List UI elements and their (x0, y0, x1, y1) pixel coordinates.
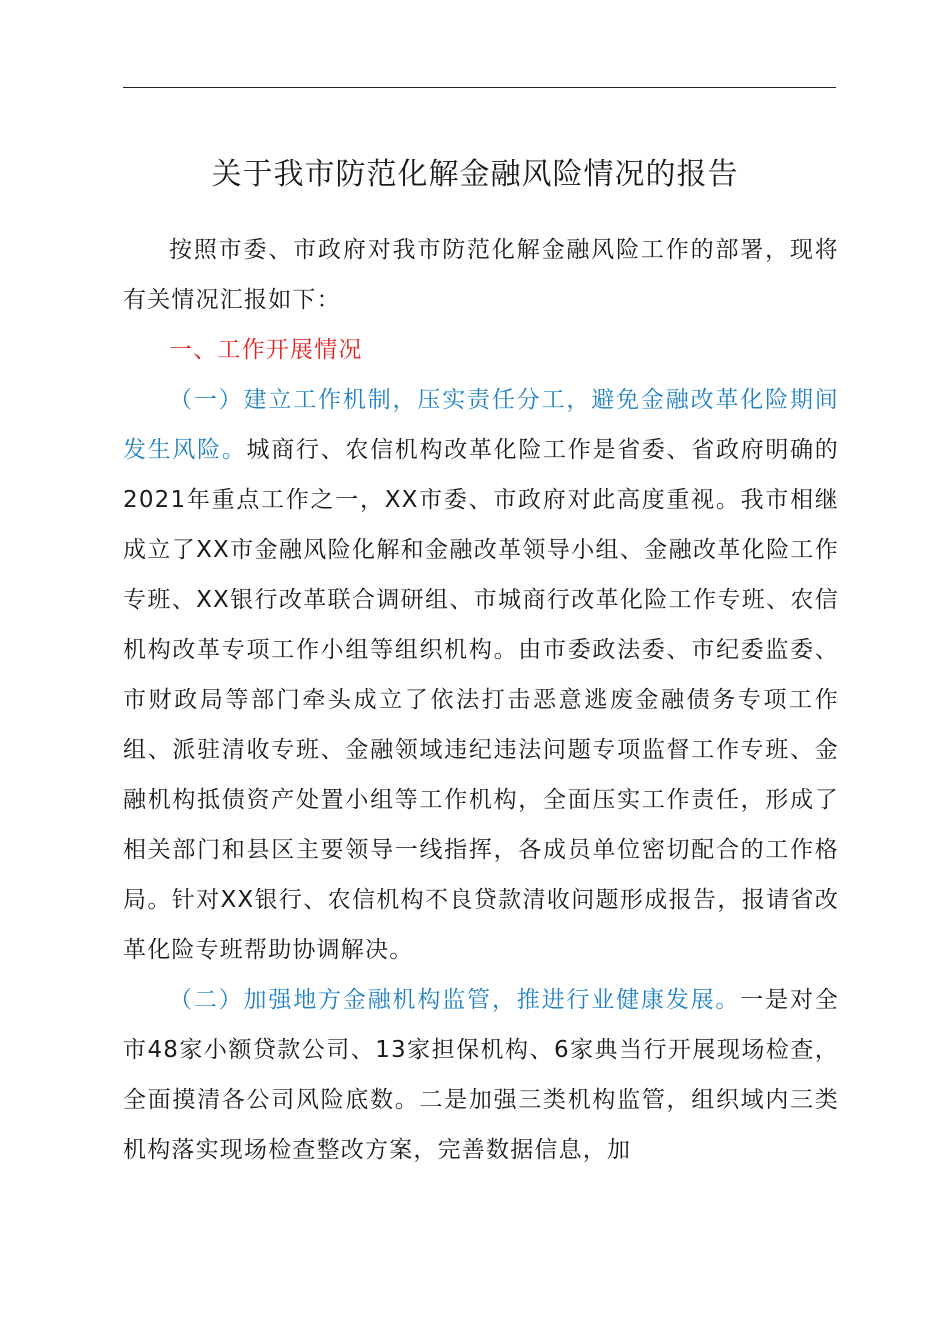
subsection-2-body: 一是对全市48家小额贷款公司、13家担保机构、6家典当行开展现场检查，全面摸清各公司风险底数。二是加强三类机构监管，组织域内三类机构落实现场检查整改方案，完善数据信息，加 (123, 987, 839, 1163)
subsection-1-heading: （一）建立工作机制，压实责任分工，避免金融改革化险期间发生风险。 (123, 387, 839, 463)
subsection-2-heading: （二）加强地方金融机构监管，推进行业健康发展。 (169, 987, 741, 1013)
document-body (123, 225, 839, 1175)
section-heading: 一、工作开展情况 (169, 337, 363, 363)
subsection-1-body: 城商行、农信机构改革化险工作是省委、省政府明确的2021年重点工作之一，XX市委、市政府对此高度重视。我市相继成立了XX市金融风险化解和金融改革领导小组、金融改革化险工作专班、XX银行改革联合调研组、市城商行改革化险工作专班、农信机构改革专项工作小组等组织机构。由市委政法委、市纪委监委、市财政局等部门牵头成立了依法打击恶意逃废金融债务专项工作组、派驻清收专班、金融领域违纪违法问题专项监督工作专班、金融机构抵债资产处置小组等工作机构，全面压实工作责任，形成了相关部门和县区主要领导一线指挥，各成员单位密切配合的工作格局。针对XX银行、农信机构不良贷款清收问题形成报告，报请省改革化险专班帮助协调解决。 (123, 437, 840, 963)
subsection-1-paragraph (123, 375, 839, 975)
header-divider (123, 87, 836, 88)
intro-paragraph: 按照市委、市政府对我市防范化解金融风险工作的部署，现将有关情况汇报如下： (123, 237, 839, 313)
subsection-2-paragraph (123, 975, 839, 1175)
document-title: 关于我市防范化解金融风险情况的报告 (211, 157, 739, 192)
